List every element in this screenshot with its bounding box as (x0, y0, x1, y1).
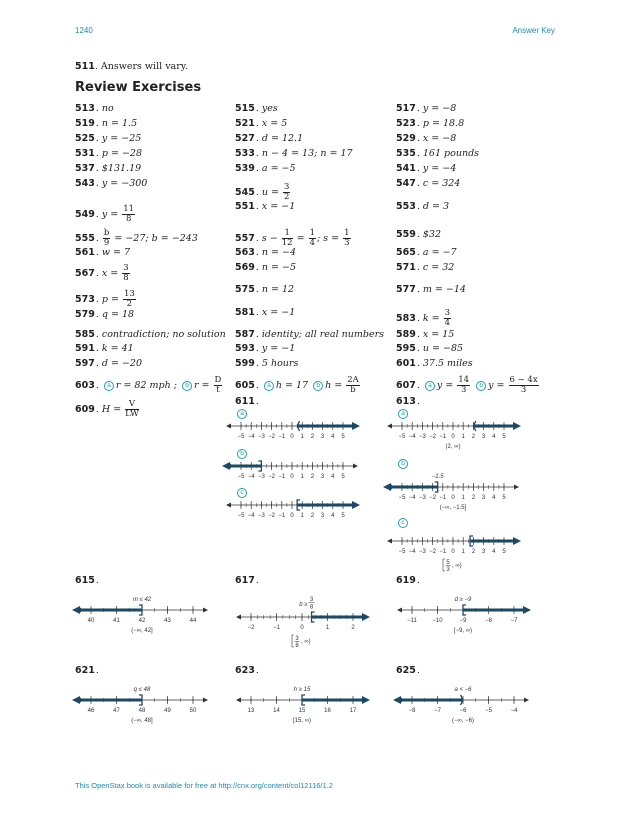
fraction-numerator: 3 (309, 597, 314, 603)
number-line-621 (75, 680, 205, 730)
tick-label: 13 (247, 708, 255, 714)
tick-label: −5 (237, 513, 245, 519)
interval-notation: [−9, ∞) (453, 628, 473, 634)
tick-label: 2 (310, 434, 315, 440)
fraction: $\frac{2A}{b}$ (347, 375, 359, 395)
tick-label: 2 (471, 434, 476, 440)
tick-label: 5 (341, 513, 345, 519)
tick-label: −3 (418, 434, 426, 440)
exercise-563: 563. n = −4 (235, 247, 297, 258)
inequality-label: m ≤ 42 (132, 597, 152, 603)
exercise-619: 619. (396, 575, 420, 586)
exercise-587: 587. identity; all real numbers (235, 329, 385, 340)
tick-label: −8 (408, 708, 416, 714)
number-line-619 (396, 590, 526, 640)
tick-label: 1 (461, 549, 465, 555)
tick-label: 3 (320, 434, 325, 440)
fraction: $\frac{D}{t}$ (214, 375, 222, 395)
tick-label: 0 (300, 625, 304, 631)
tick-label: 5 (341, 434, 345, 440)
exercise-607: 607. a y = $\frac{14}{3}$ b y = $\frac{6 - 4x}{3}$ (396, 375, 538, 395)
fraction: $\frac{13}{2}$ (123, 289, 135, 309)
tick-label: −5 (398, 549, 406, 555)
tick-label: 1 (300, 474, 304, 480)
tick-label: 1 (461, 495, 465, 501)
fraction-denominator: 8 (295, 643, 299, 649)
tick-label: 4 (331, 434, 335, 440)
ray-arrow-icon (393, 696, 401, 704)
exercise-585: 585. contradiction; no solution (75, 329, 226, 340)
exercise-597: 597. d = −20 (75, 358, 143, 369)
interval-notation: (−∞, −6) (452, 718, 474, 724)
choice-label-b: b (182, 381, 192, 391)
number-line-611b (230, 453, 360, 483)
inequality-label: h ≥ 15 (293, 687, 311, 693)
page-number: 1240 (75, 26, 93, 35)
tick-label: 14 (273, 708, 280, 714)
exercise-555: 555. $\frac{b}{9}$ = −27; b = −243 (75, 228, 198, 248)
fraction-denominator: 8 (309, 604, 314, 611)
exercise-551: 551. x = −1 (235, 201, 296, 212)
choice-label-a: a (104, 381, 114, 391)
tick-label: 50 (189, 708, 197, 714)
ray-arrow-icon (352, 422, 360, 430)
exercise-527: 527. d = 12.1 (235, 133, 304, 144)
tick-label: 44 (189, 618, 197, 624)
fraction-numerator: 3 (295, 636, 299, 642)
tick-label: −4 (247, 513, 255, 519)
number-line-611a (230, 413, 360, 443)
ray-arrow-icon (383, 483, 391, 491)
interval-notation: , ∞) (452, 563, 462, 569)
inequality-label: a < −6 (454, 687, 472, 693)
exercise-595: 595. u = −85 (396, 343, 464, 354)
exercise-539: 539. a = −5 (235, 163, 296, 174)
ray-arrow-icon (513, 422, 521, 430)
tick-label: 3 (481, 549, 486, 555)
exercise-545: 545. u = $\frac{3}{2}$ (235, 182, 290, 202)
tick-label: 5 (502, 434, 506, 440)
exercise-541: 541. y = −4 (396, 163, 457, 174)
tick-label: −5 (485, 708, 492, 714)
tick-label: −2 (268, 434, 276, 440)
tick-label: 42 (138, 618, 146, 624)
section-title: Answer Key (512, 26, 555, 35)
exercise-575: 575. n = 12 (235, 284, 295, 295)
ray-arrow-icon (523, 606, 531, 614)
exercise-621: 621. (75, 665, 99, 676)
number-line-615 (75, 590, 205, 640)
tick-label: −1 (439, 434, 447, 440)
tick-label: −1 (273, 625, 280, 631)
exercise-531: 531. p = −28 (75, 148, 143, 159)
exercise-591: 591. k = 41 (75, 343, 134, 354)
choice-label-a: a (237, 409, 247, 419)
choice-label-a: a (398, 409, 408, 419)
tick-label: −2 (429, 549, 437, 555)
exercise-589: 589. x = 15 (396, 329, 455, 340)
tick-label: 0 (290, 513, 294, 519)
tick-label: 5 (341, 474, 345, 480)
exercise-553: 553. d = 3 (396, 201, 450, 212)
number-line-611c (230, 492, 360, 522)
interval-notation: [15, ∞) (293, 718, 311, 724)
exercise-543: 543. y = −300 (75, 178, 148, 189)
exercise-623: 623. (235, 665, 259, 676)
exercise-519: 519. n = 1.5 (75, 118, 138, 129)
tick-label: −4 (408, 434, 416, 440)
ray-arrow-icon (362, 696, 370, 704)
tick-label: 1 (300, 434, 304, 440)
exercise-609: 609. H = $\frac{V}{LW}$ (75, 399, 139, 419)
fraction: $\frac{3}{4}$ (444, 308, 451, 328)
right-arrow-icon (353, 464, 358, 469)
tick-label: −1 (439, 549, 447, 555)
exercise-581: 581. x = −1 (235, 307, 296, 318)
exercise-559: 559. $32 (396, 229, 442, 240)
exercise-603: 603. a r = 82 mph ; b r = $\frac{D}{t}$ (75, 375, 222, 395)
tick-label: −10 (432, 618, 443, 624)
exercise-533: 533. n − 4 = 13; n = 17 (235, 148, 353, 159)
tick-label: 40 (87, 618, 95, 624)
tick-label: −4 (408, 495, 416, 501)
tick-label: 2 (471, 549, 476, 555)
tick-label: 3 (320, 513, 325, 519)
exercise-549: 549. y = $\frac{11}{8}$ (75, 204, 135, 224)
tick-label: 5 (502, 549, 506, 555)
choice-label-b: b (398, 459, 408, 469)
tick-label: −5 (237, 434, 245, 440)
left-arrow-icon (397, 608, 402, 613)
right-arrow-icon (524, 698, 529, 703)
exercise-525: 525. y = −25 (75, 133, 142, 144)
tick-label: 41 (113, 618, 120, 624)
tick-label: 0 (451, 434, 455, 440)
ray-arrow-icon (352, 501, 360, 509)
exercise-601: 601. 37.5 miles (396, 358, 473, 369)
tick-label: −6 (459, 708, 467, 714)
tick-label: 49 (164, 708, 171, 714)
left-arrow-icon (387, 424, 392, 429)
exercise-577: 577. m = −14 (396, 284, 466, 295)
left-arrow-icon (226, 503, 231, 508)
tick-label: −1 (278, 513, 286, 519)
exercise-557: 557. s − $\frac{1}{12}$ = $\frac{1}{4}$ ; s = $\frac{1}{3}$ (235, 228, 350, 248)
interval-bracket (443, 559, 445, 571)
tick-label: −7 (434, 708, 441, 714)
ray-arrow-icon (72, 696, 80, 704)
tick-label: 1 (461, 434, 465, 440)
tick-label: −9 (459, 618, 467, 624)
tick-label: −3 (257, 474, 265, 480)
exercise-593: 593. y = −1 (235, 343, 296, 354)
fraction: $\frac{11}{8}$ (123, 204, 135, 224)
exercise-537: 537. $131.19 (75, 163, 142, 174)
fraction: $\frac{3}{2}$ (284, 182, 290, 202)
tick-label: 3 (320, 474, 325, 480)
tick-label: 16 (324, 708, 331, 714)
fraction-numerator: 5 (446, 560, 450, 566)
exercise-511: 511. Answers will vary. (75, 61, 188, 72)
tick-label: −11 (407, 618, 417, 624)
tick-label: 4 (492, 434, 496, 440)
interval-notation: (−∞, 42] (131, 628, 153, 634)
number-line-617 (235, 592, 365, 650)
number-line-625 (396, 680, 526, 730)
tick-label: 4 (492, 549, 496, 555)
exercise-599: 599. 5 hours (235, 358, 299, 369)
inequality-label: b ≥ (299, 602, 308, 608)
choice-label-c: c (237, 488, 247, 498)
tick-label: −5 (398, 495, 406, 501)
tick-label: 2 (351, 625, 355, 631)
ray-arrow-icon (362, 613, 370, 621)
choice-label-a: a (425, 381, 435, 391)
fraction: $\frac{V}{LW}$ (125, 399, 139, 419)
inequality-label: −1.5 (431, 474, 444, 480)
tick-label: −7 (510, 618, 518, 624)
tick-label: 2 (471, 495, 476, 501)
exercise-515: 515. yes (235, 103, 278, 114)
tick-label: 46 (87, 708, 95, 714)
interval-notation: , ∞) (301, 639, 311, 645)
right-arrow-icon (203, 698, 208, 703)
choice-label-c: c (398, 518, 408, 528)
exercise-617: 617. (235, 575, 259, 586)
left-arrow-icon (236, 615, 241, 620)
exercise-613: 613. (396, 396, 420, 407)
fraction: $\frac{3}{8}$ (123, 263, 129, 283)
inequality-label: d ≥ −9 (454, 597, 472, 603)
footer-link[interactable]: This OpenStax book is available for free at http://cnx.org/content/col12116/1.2 (75, 781, 333, 790)
tick-label: −3 (418, 495, 426, 501)
tick-label: 3 (481, 434, 486, 440)
choice-label-b: b (476, 381, 486, 391)
section-heading: Review Exercises (75, 80, 202, 95)
tick-label: −3 (257, 434, 265, 440)
tick-label: 1 (325, 625, 330, 631)
fraction-denominator: 3 (446, 567, 450, 573)
tick-label: −8 (485, 618, 492, 624)
exercise-529: 529. x = −8 (396, 133, 457, 144)
exercise-567: 567. x = $\frac{3}{8}$ (75, 263, 129, 283)
tick-label: −2 (268, 513, 276, 519)
ray-arrow-icon (222, 462, 230, 470)
tick-label: 4 (492, 495, 496, 501)
fraction: $\frac{1}{12}$ (281, 228, 293, 248)
inequality-label: q ≤ 48 (133, 687, 151, 693)
fraction: $\frac{14}{3}$ (458, 375, 470, 395)
tick-label: −2 (268, 474, 276, 480)
tick-label: 4 (331, 513, 335, 519)
tick-label: 17 (349, 708, 357, 714)
tick-label: 47 (113, 708, 120, 714)
left-arrow-icon (226, 424, 231, 429)
fraction: $\frac{1}{3}$ (344, 228, 350, 248)
exercise-513: 513. no (75, 103, 114, 114)
tick-label: 5 (502, 495, 506, 501)
exercise-611: 611. (235, 396, 259, 407)
tick-label: 4 (331, 474, 335, 480)
interval-bracket (292, 635, 294, 647)
exercise-535: 535. 161 pounds (396, 148, 480, 159)
interval-notation: (2, ∞) (445, 444, 461, 450)
exercise-571: 571. c = 32 (396, 262, 455, 273)
right-arrow-icon (203, 608, 208, 613)
left-arrow-icon (387, 539, 392, 544)
exercise-579: 579. q = 18 (75, 309, 135, 320)
exercise-565: 565. a = −7 (396, 247, 457, 258)
interval-notation: (−∞, −1.5] (439, 505, 467, 511)
number-line-613c (391, 528, 521, 574)
tick-label: −2 (429, 495, 437, 501)
number-line-613b (391, 470, 521, 512)
tick-label: −4 (247, 474, 255, 480)
tick-label: 0 (290, 434, 294, 440)
exercise-583: 583. k = $\frac{3}{4}$ (396, 308, 451, 328)
tick-label: −5 (237, 474, 245, 480)
ray-arrow-icon (72, 606, 80, 614)
tick-label: −2 (247, 625, 255, 631)
exercise-573: 573. p = $\frac{13}{2}$ (75, 289, 135, 309)
exercise-605: 605. a h = 17 b h = $\frac{2A}{b}$ (235, 375, 359, 395)
ray-arrow-icon (513, 537, 521, 545)
exercise-561: 561. w = 7 (75, 247, 131, 258)
tick-label: −5 (398, 434, 406, 440)
tick-label: −4 (247, 434, 255, 440)
tick-label: 2 (310, 474, 315, 480)
right-arrow-icon (514, 485, 519, 490)
number-line-613a (391, 413, 521, 455)
choice-label-b: b (313, 381, 323, 391)
tick-label: 2 (310, 513, 315, 519)
tick-label: 48 (138, 708, 146, 714)
fraction: $\frac{b}{9}$ (103, 228, 110, 248)
tick-label: 43 (164, 618, 171, 624)
tick-label: 3 (481, 495, 486, 501)
exercise-521: 521. x = 5 (235, 118, 288, 129)
number-line-623 (235, 680, 365, 730)
choice-label-a: a (264, 381, 274, 391)
choice-label-b: b (237, 449, 247, 459)
left-arrow-icon (236, 698, 241, 703)
exercise-625: 625. (396, 665, 420, 676)
exercise-569: 569. n = −5 (235, 262, 297, 273)
fraction: $\frac{1}{4}$ (309, 228, 316, 248)
tick-label: −1 (278, 434, 286, 440)
tick-label: 0 (451, 495, 455, 501)
exercise-523: 523. p = 18.8 (396, 118, 465, 129)
tick-label: −4 (408, 549, 416, 555)
tick-label: 1 (300, 513, 304, 519)
tick-label: 15 (298, 708, 306, 714)
tick-label: −4 (510, 708, 518, 714)
interval-notation: (−∞, 48] (131, 718, 153, 724)
tick-label: 0 (290, 474, 294, 480)
exercise-517: 517. y = −8 (396, 103, 457, 114)
tick-label: −3 (418, 549, 426, 555)
tick-label: 0 (451, 549, 455, 555)
tick-label: −1 (439, 495, 447, 501)
fraction: $\frac{6 - 4x}{3}$ (509, 375, 538, 395)
tick-label: −3 (257, 513, 265, 519)
tick-label: −2 (429, 434, 437, 440)
exercise-615: 615. (75, 575, 99, 586)
exercise-547: 547. c = 324 (396, 178, 461, 189)
tick-label: −1 (278, 474, 286, 480)
